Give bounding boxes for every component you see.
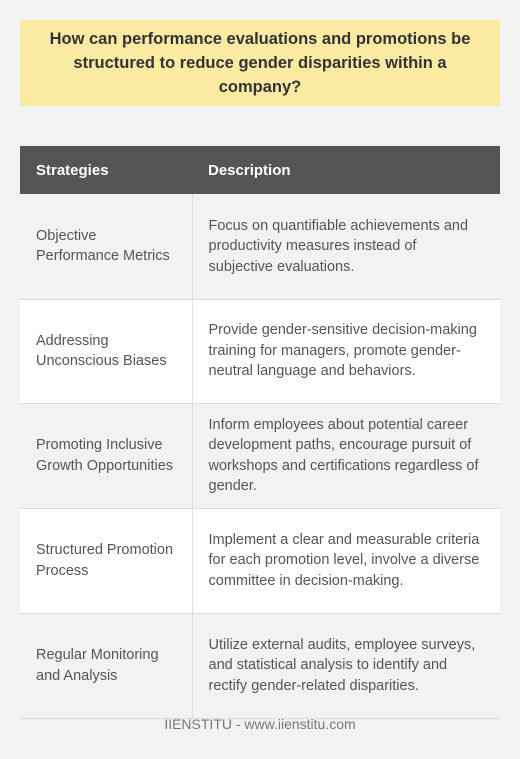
table-row	[20, 194, 500, 299]
strategy-cell: Structured Promotion Process	[20, 508, 192, 613]
strategy-cell: Objective Performance Metrics	[20, 194, 192, 299]
strategy-cell: Addressing Unconscious Biases	[20, 299, 192, 403]
description-cell: Implement a clear and measurable criteria for each promotion level, involve a diverse committee in decision-making.	[192, 508, 500, 613]
table-row	[20, 403, 500, 508]
title-box	[20, 20, 500, 106]
description-cell: Utilize external audits, employee surveys, and statistical analysis to identify and rectify gender-related disparities.	[192, 613, 500, 718]
table-row	[20, 508, 500, 613]
header-strategies: Strategies	[20, 146, 192, 194]
header-description: Description	[192, 146, 500, 194]
table-row	[20, 613, 500, 718]
strategy-cell: Promoting Inclusive Growth Opportunities	[20, 403, 192, 508]
description-cell: Provide gender-sensitive decision-making training for managers, promote gender-neutral language and behaviors.	[192, 299, 500, 403]
table-row	[20, 299, 500, 403]
table-header-row	[20, 146, 500, 194]
description-cell: Inform employees about potential career development paths, encourage pursuit of workshops and certifications regardless of gender.	[192, 403, 500, 508]
description-cell: Focus on quantifiable achievements and productivity measures instead of subjective evaluations.	[192, 194, 500, 299]
page-title: How can performance evaluations and promotions be structured to reduce gender disparities within a company?	[49, 30, 471, 96]
footer-credit: IIENSTITU - www.iienstitu.com	[164, 716, 356, 732]
strategy-cell: Regular Monitoring and Analysis	[20, 613, 192, 718]
strategies-table	[20, 146, 500, 719]
